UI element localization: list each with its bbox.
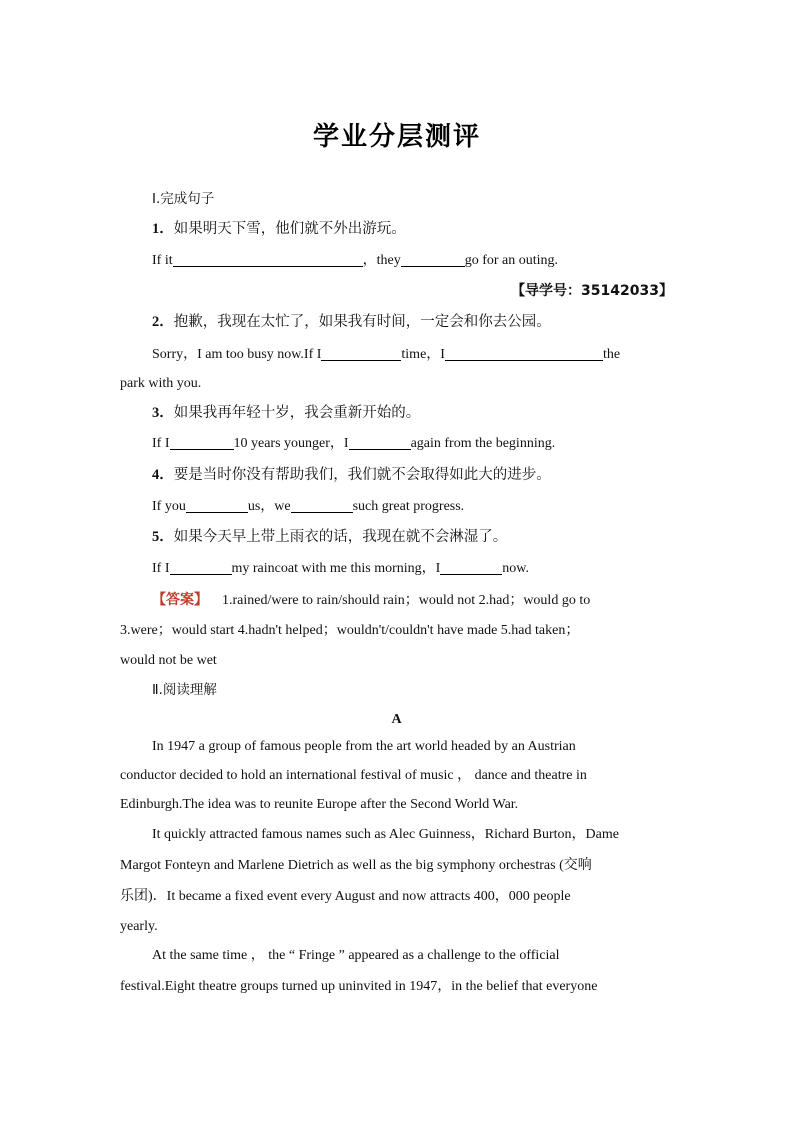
item-number: 4． <box>152 467 174 483</box>
answer-blank[interactable] <box>321 346 401 361</box>
answer-line-1 <box>152 590 673 611</box>
item-5-chinese <box>152 527 673 547</box>
english-text: ，they <box>362 253 401 268</box>
item-number: 3． <box>152 405 174 421</box>
passage-line: In 1947 a group of famous people from the art world headed by an Austrian <box>152 739 576 754</box>
guide-reference: 【导学号：35142033】 <box>511 283 673 299</box>
english-text: If I <box>152 561 170 576</box>
chinese-sentence: 如果今天早上带上雨衣的话，我现在就不会淋湿了。 <box>173 529 508 545</box>
passage-line: Margot Fonteyn and Marlene Dietrich as well as the big symphony orchestras (交响 <box>120 858 592 873</box>
passage-line: Edinburgh.The idea was to reunite Europe after the Second World War. <box>120 797 519 812</box>
chinese-sentence: 要是当时你没有帮助我们，我们就不会取得如此大的进步。 <box>173 467 551 483</box>
page-title: 学业分层测评 <box>312 122 481 152</box>
passage-label: A <box>391 712 402 727</box>
english-text: again from the beginning. <box>410 436 556 451</box>
item-1-english <box>152 251 673 271</box>
english-text: such great progress. <box>352 499 465 514</box>
english-text: Sorry，I am too busy now.If I <box>152 347 322 362</box>
answer-blank[interactable] <box>173 252 363 267</box>
english-text: the <box>602 347 621 362</box>
passage-line: It quickly attracted famous names such as Alec Guinness，Richard Burton，Dame <box>152 827 619 842</box>
passage-line: yearly. <box>120 919 158 934</box>
english-text: If it <box>152 253 173 268</box>
section-2-heading: Ⅱ.阅读理解 <box>152 682 217 698</box>
english-text: us，we <box>247 499 291 514</box>
answer-blank[interactable] <box>170 435 234 450</box>
section-1-heading: Ⅰ.完成句子 <box>152 191 215 207</box>
item-4-english <box>152 497 673 517</box>
answer-text: 1.rained/were to rain/should rain；would not 2.had；would go to <box>222 593 591 608</box>
english-text: If you <box>152 499 186 514</box>
english-text: go for an outing. <box>464 253 559 268</box>
item-4-chinese <box>152 465 673 485</box>
chinese-sentence: 如果明天下雪，他们就不外出游玩。 <box>173 221 406 237</box>
item-number: 2． <box>152 314 174 330</box>
answer-blank[interactable] <box>445 346 603 361</box>
answer-blank[interactable] <box>291 498 353 513</box>
english-text: 10 years younger，I <box>233 436 349 451</box>
answer-line-2: 3.were；would start 4.hadn't helped；wouldn't/couldn't have made 5.had taken； <box>120 623 580 638</box>
item-1-chinese <box>152 219 673 239</box>
item-number: 1． <box>152 221 174 237</box>
chinese-sentence: 如果我再年轻十岁，我会重新开始的。 <box>173 405 421 421</box>
english-text: If I <box>152 436 170 451</box>
passage-line: festival.Eight theatre groups turned up uninvited in 1947，in the belief that everyone <box>120 979 598 994</box>
answer-blank[interactable] <box>186 498 248 513</box>
english-text: time，I <box>401 347 445 362</box>
passage-line: At the same time ， the “ Fringe ” appeared as a challenge to the official <box>152 948 560 963</box>
answer-line-3: would not be wet <box>120 653 217 668</box>
english-text: my raincoat with me this morning，I <box>231 561 441 576</box>
english-text: now. <box>502 561 529 576</box>
answer-blank[interactable] <box>440 560 502 575</box>
answer-blank[interactable] <box>170 560 232 575</box>
item-number: 5． <box>152 529 174 545</box>
item-3-english <box>152 434 673 454</box>
item-3-chinese <box>152 403 673 423</box>
item-2-chinese <box>152 312 673 332</box>
chinese-sentence: 抱歉，我现在太忙了，如果我有时间，一定会和你去公园。 <box>173 314 551 330</box>
passage-line: conductor decided to hold an international festival of music ， dance and theatre in <box>120 768 587 783</box>
item-2-english <box>152 345 673 365</box>
passage-line: 乐团)．It became a fixed event every August and now attracts 400，000 people <box>120 889 571 904</box>
answer-blank[interactable] <box>349 435 411 450</box>
item-2-english-cont: park with you. <box>120 376 202 391</box>
item-5-english <box>152 559 673 579</box>
answer-blank[interactable] <box>401 252 465 267</box>
answer-label: 【答案】 <box>152 592 208 608</box>
